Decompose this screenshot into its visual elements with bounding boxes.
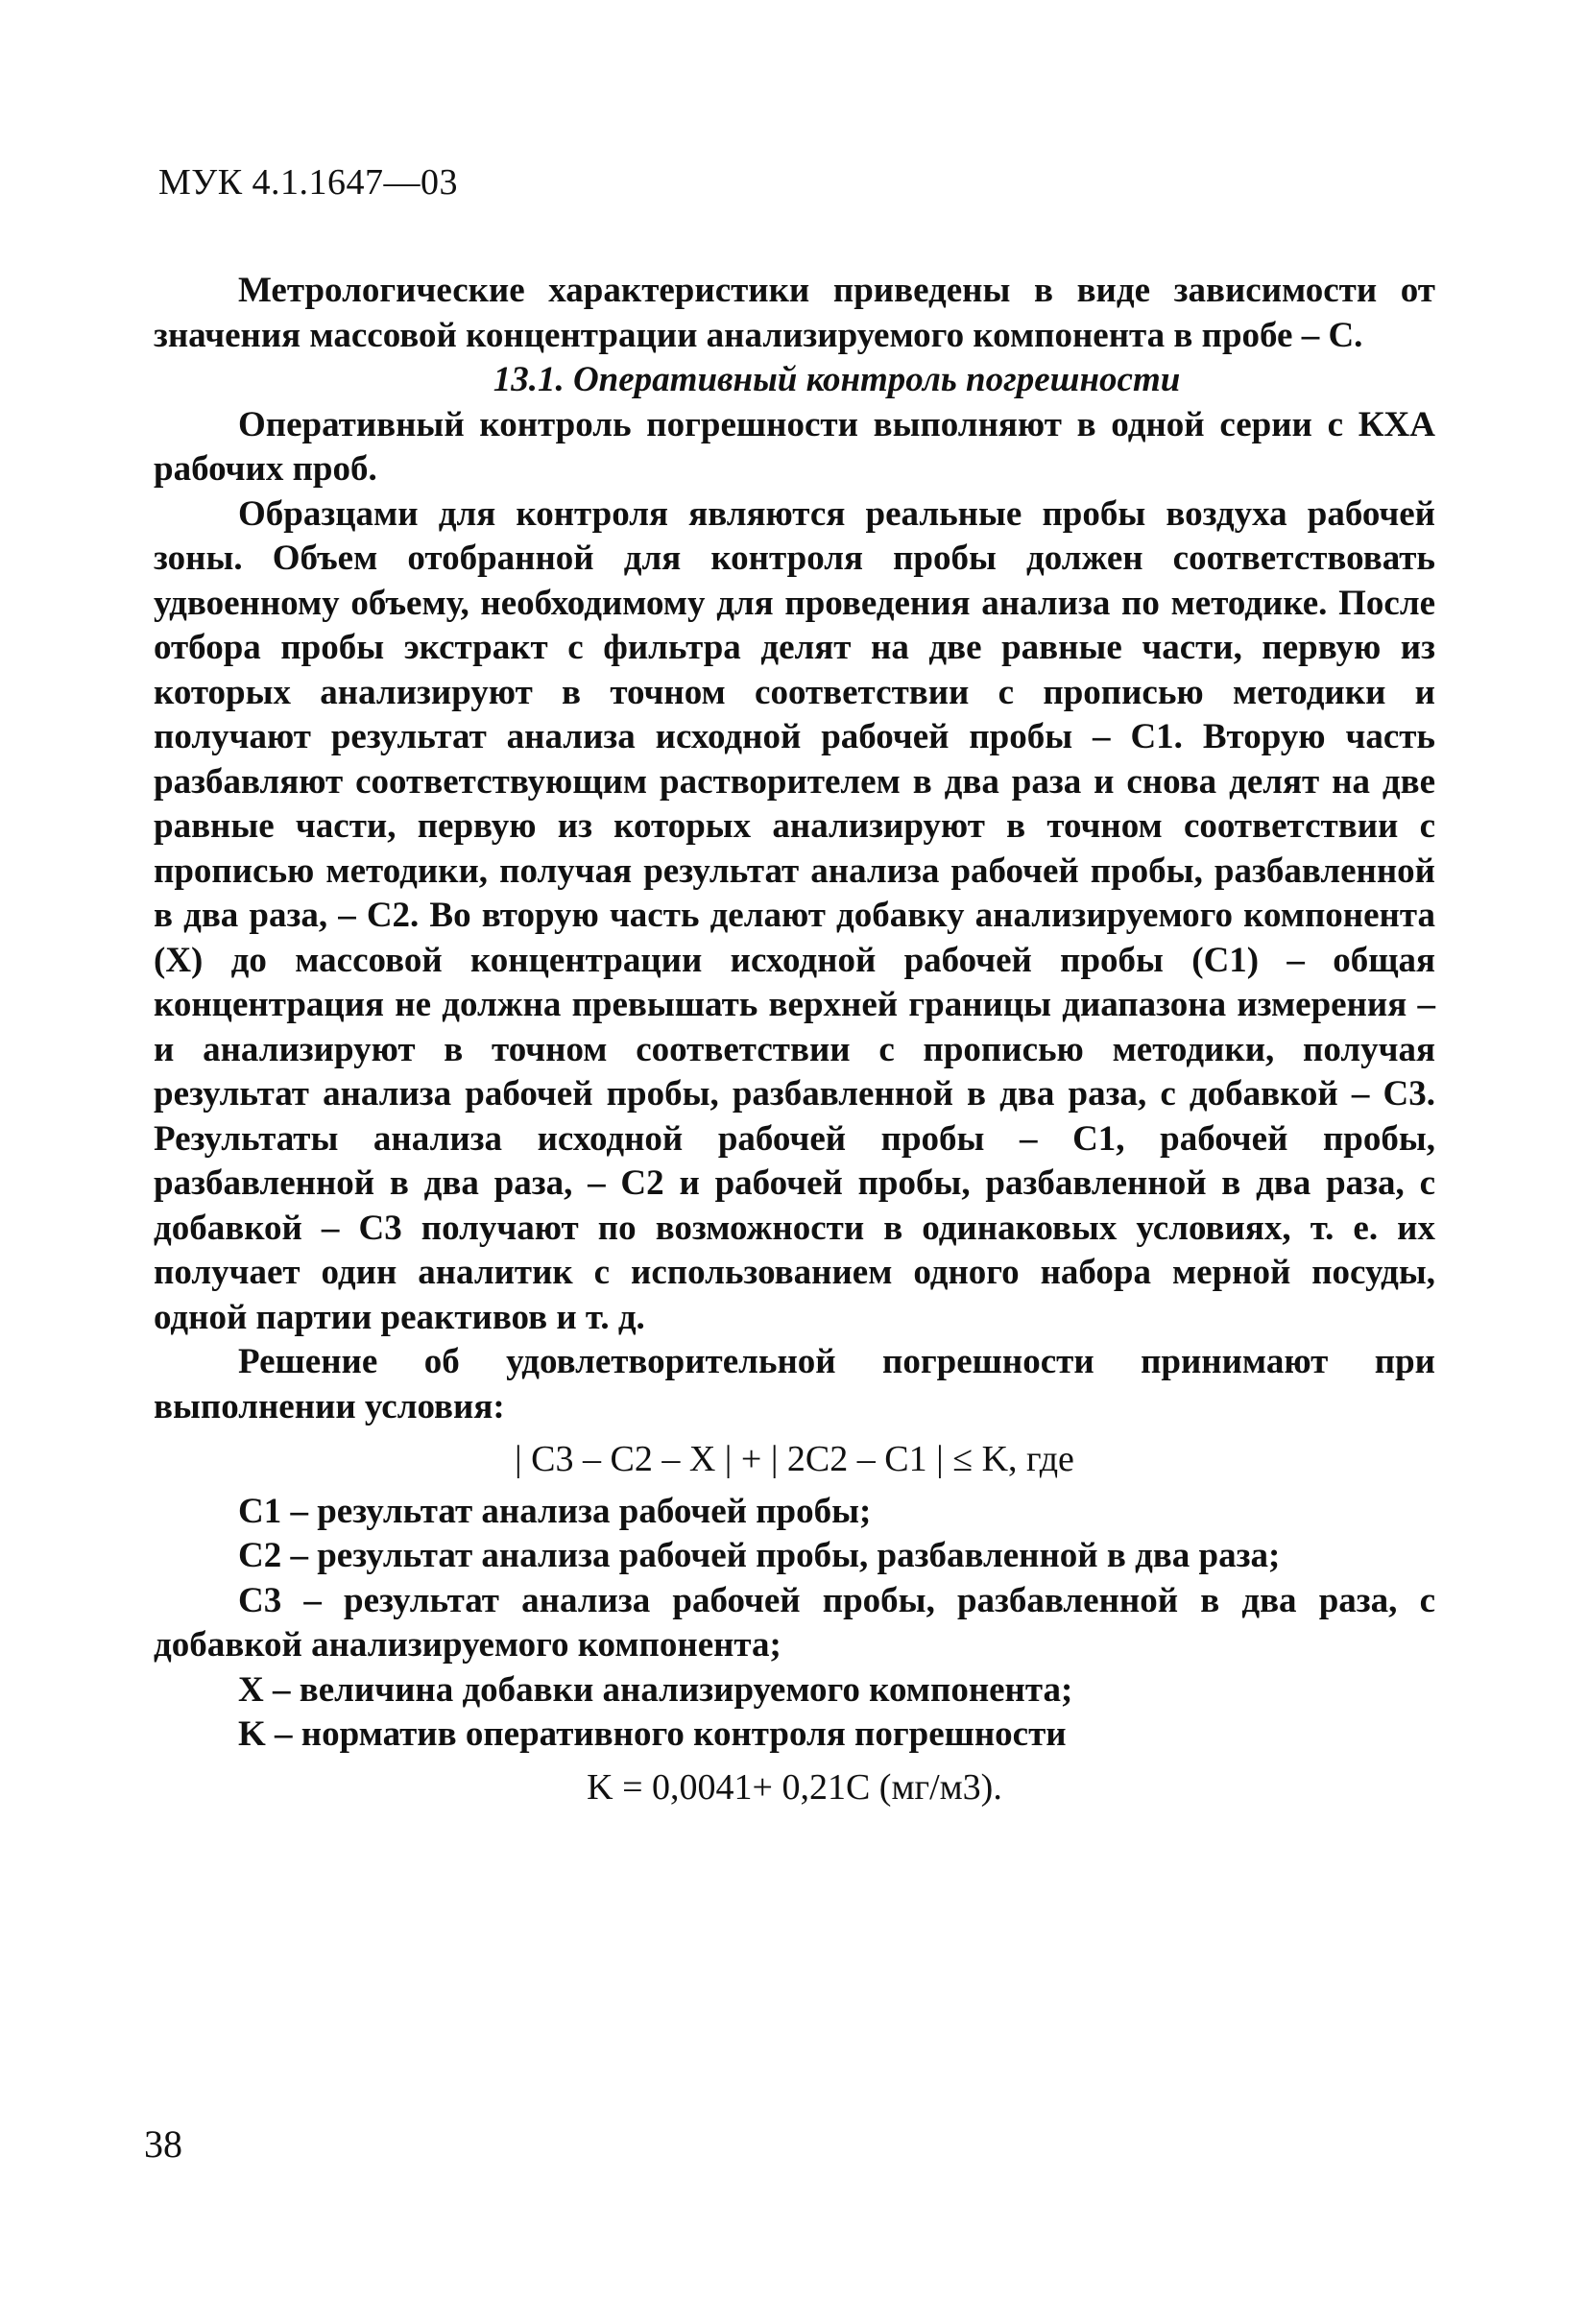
legend-c1: C1 – результат анализа рабочей пробы;	[238, 1491, 872, 1531]
intro-text: Метрологические характеристики приведены в виде зависимости от значения массовой концентрации анализируемого компонента в пробе – C.	[154, 271, 1435, 355]
legend-c3: C3 – результат анализа рабочей пробы, разбавленной в два раза, с добавкой анализируемого компонента;	[154, 1580, 1435, 1665]
legend-k: K – норматив оперативного контроля погрешности	[238, 1714, 1067, 1754]
paragraph-1: Оперативный контроль погрешности выполняют в одной серии с КХА рабочих проб.	[154, 404, 1435, 489]
document-code: МУК 4.1.1647—03	[158, 162, 459, 203]
norm-formula: K = 0,0041+ 0,21C (мг/м3).	[587, 1766, 1002, 1808]
page-number: 38	[144, 2122, 182, 2166]
page-body	[154, 269, 1435, 1817]
paragraph-2: Образцами для контроля являются реальные пробы воздуха рабочей зоны. Объем отобранной для контроля пробы должен соответствовать удвоенному объему, необходимому для проведения анализа по методике. После отбора пробы экстракт с фильтра делят на две равные части, первую из которых анализируют в точном соответствии с прописью методики и получают результат анализа исходной рабочей пробы – C1. Вторую часть разбавляют соответствующим растворителем в два раза и снова делят на две равные части, первую из которых анализируют в точном соответствии с прописью методики, получая результат анализа рабочей пробы, разбавленной в два раза, – C2. Во вторую часть делают добавку анализируемого компонента (X) до массовой концентрации исходной рабочей пробы (C1) – общая концентрация не должна превышать верхней границы диапазона измерения – и анализируют в точном соответствии с прописью методики, получая результат анализа рабочей пробы, разбавленной в два раза, с добавкой – C3. Результаты анализа исходной рабочей пробы – C1, рабочей пробы, разбавленной в два раза, – C2 и рабочей пробы, разбавленной в два раза, с добавкой – C3 получают по возможности в одинаковых условиях, т. е. их получает один аналитик с использованием одного набора мерной посуды, одной партии реактивов и т. д.	[154, 493, 1435, 1337]
legend-x: X – величина добавки анализируемого компонента;	[238, 1669, 1073, 1710]
intro-paragraph	[154, 269, 1435, 358]
paragraph-3: Решение об удовлетворительной погрешности принимают при выполнении условия:	[154, 1342, 1435, 1426]
condition-formula: | C3 – C2 – X | + | 2C2 – C1 | ≤ K, где	[515, 1439, 1074, 1479]
legend-c2: C2 – результат анализа рабочей пробы, разбавленной в два раза;	[238, 1536, 1281, 1575]
section-heading: 13.1. Оперативный контроль погрешности	[493, 360, 1181, 399]
